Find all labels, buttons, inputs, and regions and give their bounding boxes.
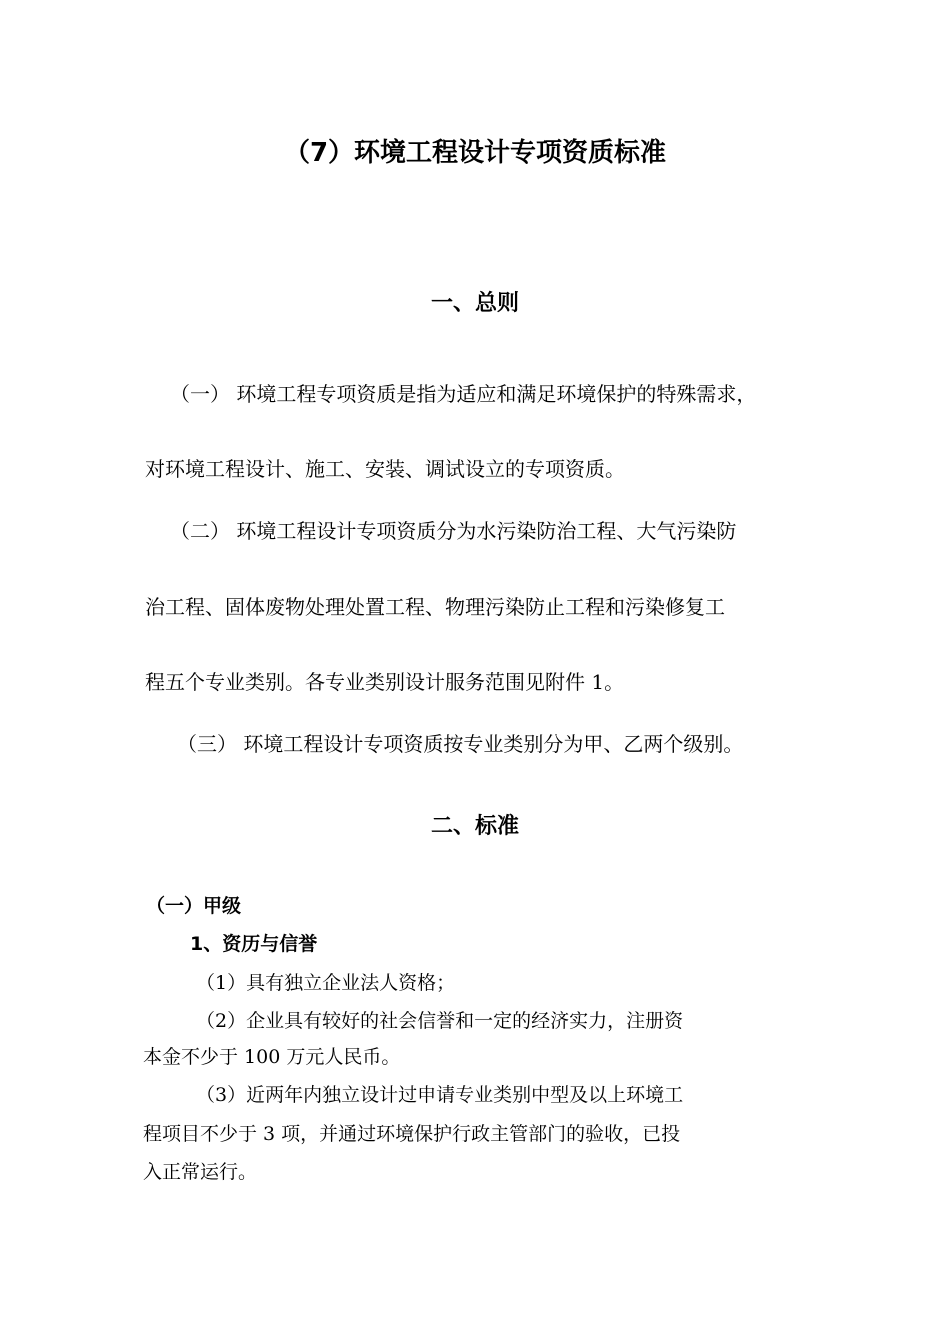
section-heading-standards: 二、标准	[430, 814, 519, 839]
paragraph-line: 对环境工程设计、施工、安装、调试设立的专项资质。	[145, 457, 625, 481]
entry-line: 程项目不少于 3 项，并通过环境保护行政主管部门的验收，已投	[143, 1123, 681, 1145]
paragraph-line: （二） 环境工程设计专项资质分为水污染防治工程、大气污染防	[170, 519, 737, 543]
section-heading-general: 一、总则	[430, 291, 519, 316]
entry-line: （2）企业具有较好的社会信誉和一定的经济实力，注册资	[196, 1010, 684, 1032]
grade-heading: （一）甲级	[146, 895, 242, 917]
paragraph-line: 程五个专业类别。各专业类别设计服务范围见附件 1。	[145, 670, 625, 694]
paragraph-line: 治工程、固体废物处理处置工程、物理污染防止工程和污染修复工	[145, 595, 725, 619]
entry-line: 本金不少于 100 万元人民币。	[143, 1046, 401, 1068]
paragraph-line: （一） 环境工程专项资质是指为适应和满足环境保护的特殊需求，	[170, 382, 757, 406]
entry-line: 入正常运行。	[143, 1161, 258, 1183]
entry-line: （3）近两年内独立设计过申请专业类别中型及以上环境工	[196, 1084, 684, 1106]
entry-line: （1）具有独立企业法人资格；	[196, 972, 456, 994]
item-heading: 1、资历与信誉	[190, 933, 318, 955]
paragraph-line: （三） 环境工程设计专项资质按专业类别分为甲、乙两个级别。	[177, 732, 744, 756]
document-title: （7）环境工程设计专项资质标准	[283, 138, 667, 168]
